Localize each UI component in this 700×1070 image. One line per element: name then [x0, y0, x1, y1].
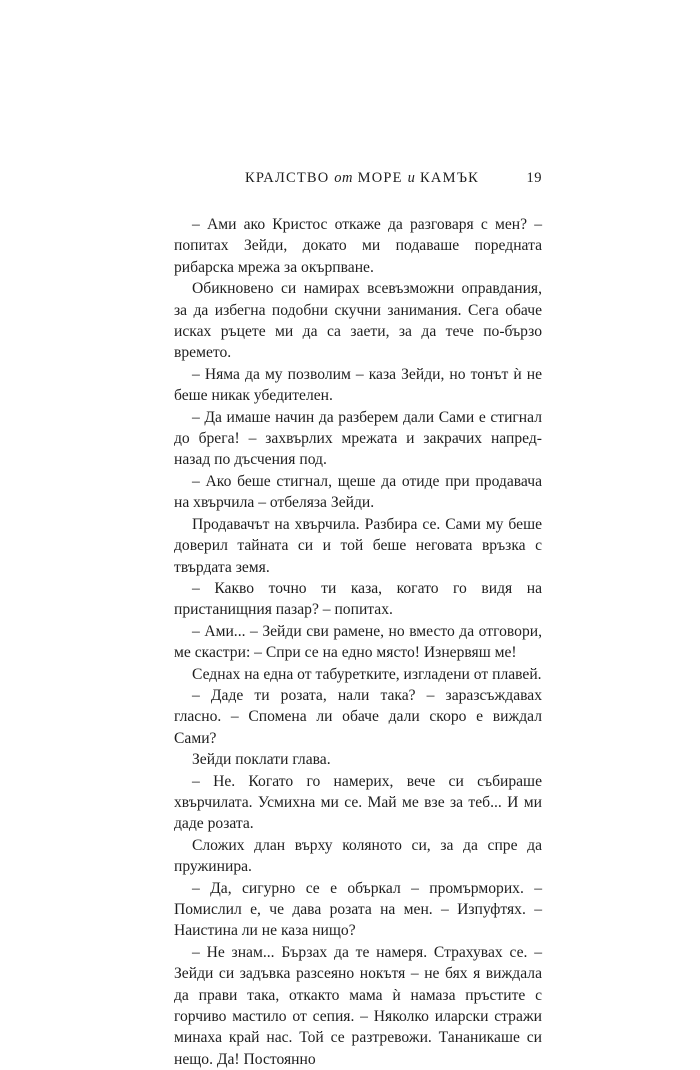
- paragraph: – Ами... – Зейди сви рамене, но вместо да отговори, ме скастри: – Спри се на едно място! Изнервяш ме!: [174, 622, 542, 662]
- page-number: 19: [526, 170, 542, 186]
- body-text: [174, 214, 542, 1070]
- paragraph: Сложих длан върху коляното си, за да спре да пружинира.: [174, 836, 542, 876]
- paragraph: – Да, сигурно се е объркал – промърморих. – Помислил е, че дава розата на мен. – Изпуфтях. – Наистина ли не каза нищо?: [174, 879, 542, 940]
- paragraph: Продавачът на хвърчила. Разбира се. Сами му беше доверил тайната си и той беше неговата връзка с твърдата земя.: [174, 515, 542, 576]
- paragraph: – Не знам... Бързах да те намеря. Страхувах се. – Зейди си задъвка разсеяно нокътя – не бях я виждала да прави така, откакто мама ѝ намаза пръстите с горчиво мастило от сепия. – Няколко иларски стражи минаха край нас. Той се разтревожи. Тананикаше си нещо. Да! Постоянно: [174, 943, 542, 1068]
- paragraph: – Ами ако Кристос откаже да разговаря с мен? – попитах Зейди, докато ми подаваше поредната рибарска мрежа за окърпване.: [174, 216, 542, 276]
- title-word-of: от: [334, 170, 353, 186]
- paragraph: – Даде ти розата, нали така? – заразсъждавах гласно. – Спомена ли обаче дали скоро е виждал Сами?: [174, 686, 542, 747]
- title-word-and: и: [407, 170, 416, 186]
- running-header: [174, 170, 542, 192]
- book-title: [245, 170, 479, 187]
- paragraph: – Ако беше стигнал, щеше да отиде при продавача на хвърчила – отбеляза Зейди.: [174, 472, 542, 512]
- title-word-kingdom: КРАЛСТВО: [245, 170, 335, 186]
- paragraph: – Не. Когато го намерих, вече си събираше хвърчилата. Усмихна ми се. Май ме взе за теб... И ми даде розата.: [174, 772, 542, 833]
- paragraph: Зейди поклати глава.: [192, 751, 331, 769]
- paragraph: – Няма да му позволим – каза Зейди, но тонът ѝ не беше никак убедителен.: [174, 365, 542, 405]
- paragraph: Обикновено си намирах всевъзможни оправдания, за да избегна подобни скучни занимания. Сега обаче исках ръцете ми да са заети, за да тече по-бързо времето.: [174, 280, 542, 362]
- paragraph: – Да имаше начин да разберем дали Сами е стигнал до брега! – захвърлих мрежата и закрачих напред-назад по дъсчения под.: [174, 408, 542, 469]
- paragraph: – Какво точно ти каза, когато го видя на пристанищния пазар? – попитах.: [174, 579, 542, 619]
- paragraph: Седнах на една от табуретките, изгладени от плавей.: [192, 665, 542, 683]
- title-word-stone: КАМЪК: [415, 170, 480, 186]
- title-word-sea: МОРЕ: [352, 170, 408, 186]
